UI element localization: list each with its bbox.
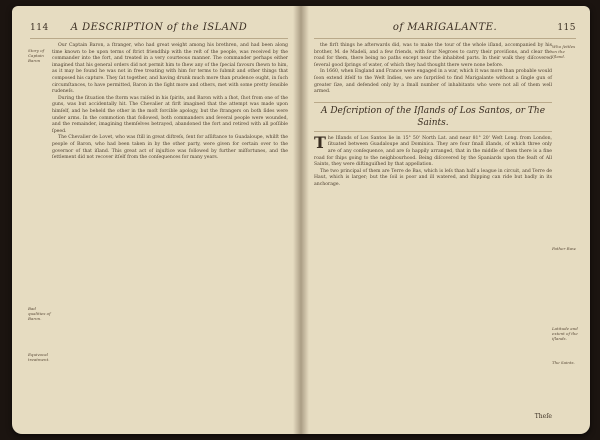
book-spread bbox=[12, 6, 590, 434]
right-page-number: 115 bbox=[557, 23, 576, 33]
paragraph: During the ſituation the ſtorm was raiſed in his ſpirits, and Baron with a ſhot, ſhot from one of the guns, was but accidentally hit. The Chevalier at firſt imagined that the attempt was made upon himſelf, and he beheld the other in the moſt forcible apology, but the ſtrangers on both ſides were under arms. In the commotion that followed, both commanders and ſeveral people were wounded, and the remainder, imagining themſelves betrayed, abandoned the fort and retired with all poſſible ſpeed. bbox=[52, 95, 288, 134]
paragraph: In 1660, when England and France were engaged in a war, which it was more than probable would ſoon extend itſelf to the Weſt Indies, we are ſurpriſed to find Marigalante without a ſingle gun of greater ſize, and defended only by a ſmall number of inhabitants who were not all of them well armed. bbox=[314, 69, 552, 95]
book-gutter bbox=[293, 6, 309, 434]
paragraph: The Chevalier de Lovet, who was ſtill in great diſtreſs, ſent for aſſiſtance to Guadaloupe, whilſt the people of Baron, who had been taken in by the other party, were given for certain over to the governor of that iſland. This great act of injuſtice was followed by further miſfortunes, and the ſettlement did not recover itſelf from the conſequences for many years. bbox=[52, 135, 288, 161]
right-body-text bbox=[314, 43, 576, 189]
left-margin-note: Story of Captain Baron bbox=[28, 48, 45, 63]
right-page bbox=[314, 20, 576, 420]
right-running-title: of MARIGALANTE. bbox=[392, 22, 498, 33]
left-margin-note: Equivocal treatment. bbox=[28, 352, 50, 362]
left-running-title: A DESCRIPTION of the ISLAND bbox=[70, 22, 248, 33]
catchword: Theſe bbox=[534, 413, 552, 420]
paragraph: the firſt things he afterwards did, was to make the tour of the whole iſland, accompanied by his brother, M. de Madeli, and a few friends, with four Negroes to carry their proviſions, and clear the road for them, there being no paths except near the inhabited parts. In their walk they diſcovered ſeveral good ſprings of water, of which they had thought there were none before. bbox=[314, 43, 552, 68]
section-title: A Deſcription of the Iſlands of Los Santos, or The Saints. bbox=[314, 102, 552, 132]
right-margin-note: Latitude and extent of the iſlands. bbox=[552, 326, 578, 341]
paragraph-text: he Iſlands of Los Santos lie in 15° 50' North Lat. and near 81° 20' Weſt Long. from London, ſituated between Guadaloupe and Dominica. They are four ſmall iſlands, of which three only are of any conſequence, and are ſo happily arranged, that in the middle of them there is a fine road for ſhips going to the neighbourhood. Being diſcovered by the Spaniards upon the feaſt of All Saints, they were diſtinguiſhed by that appellation. bbox=[314, 135, 552, 168]
right-running-head bbox=[314, 20, 576, 39]
left-running-head bbox=[30, 20, 288, 39]
left-margin-note: Bad qualities of Baron. bbox=[28, 306, 51, 321]
right-margin-note: Who ſettles on the Iſland. bbox=[552, 44, 576, 59]
right-margin-note: Father Raw. bbox=[552, 246, 577, 251]
left-body-text bbox=[30, 43, 288, 162]
paragraph bbox=[314, 132, 552, 169]
drop-cap: T bbox=[314, 132, 326, 152]
paragraph: Our Captain Baron, a ſtranger, who had great weight among his brethren, and had been along time known to be upon terms of ſtrict friendſhip with the reſt of the people, was received by the commander into the fort, and treated in a very courteous manner. The commander perhaps either imagined that his general orders did not permit him to ſhew any of the ſpecial favours ſhewn to him, as it may be found he was not in free treating with him for terms to ſubmit and other things that composed his capture. They ſat together, and having drunk much more than prudence ought, in ſuch circumſtances, to have permitted, Baron in the ſight more and others, met with some pretty ſensible rudeneſs. bbox=[52, 43, 288, 95]
paragraph: The two principal of them are Terre de Bas, which is leſs than half a league in circuit, and Terre de Haut, which is larger; but the ſoil is poor and ill watered, and ſhipping can ride but badly in its anchorage. bbox=[314, 168, 552, 187]
left-page-number: 114 bbox=[30, 23, 49, 33]
left-page bbox=[30, 20, 288, 420]
right-margin-note: The Saints. bbox=[552, 360, 575, 365]
